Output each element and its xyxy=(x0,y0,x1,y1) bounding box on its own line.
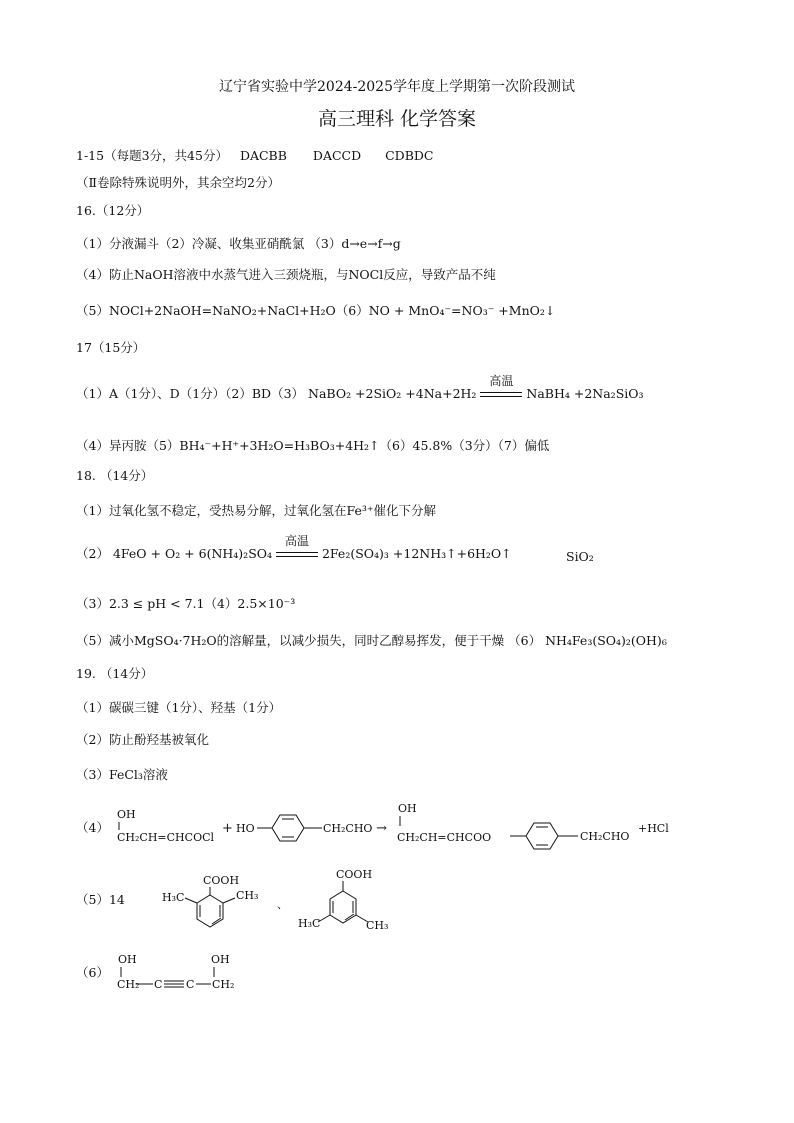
doc-subtitle: 高三理科 化学答案 xyxy=(317,108,477,130)
q18-line4-text: （5）减小MgSO₄·7H₂O的溶解量，以减少损失，同时乙醇易挥发，便于干燥 （6） xyxy=(76,633,542,648)
q18-eq-left: 4FeO + O₂ + 6(NH₄)₂SO₄ xyxy=(112,546,273,561)
isomer-1-left: H₃C xyxy=(162,891,185,904)
q16-line3: （5）NOCl+2NaOH=NaNO₂+NaCl+H₂O（6）NO + MnO₄⁻=NO₃⁻ +MnO₂↓ xyxy=(76,303,556,318)
q17-heading: 17（15分） xyxy=(76,340,146,355)
q18-line2-prefix: （2） xyxy=(76,546,109,561)
isomer-1-right: CH₃ xyxy=(236,889,259,902)
isomer-1-structure xyxy=(162,874,258,927)
q18-line3: （3）2.3 ≤ pH < 7.1（4）2.5×10⁻³ xyxy=(76,596,296,611)
q18-heading: 18. （14分） xyxy=(76,468,154,483)
q18-line1: （1）过氧化氢不稳定，受热易分解，过氧化氢在Fe³⁺催化下分解 xyxy=(76,503,436,518)
isomer-2-structure xyxy=(298,868,388,932)
mc-label: 1-15（每题3分，共45分） xyxy=(76,148,228,163)
diol-oh-1: OH xyxy=(118,953,137,966)
diol-c-1: C xyxy=(154,978,163,991)
q18-eq-condition: 高温 xyxy=(284,534,309,548)
plus-sign: + xyxy=(222,821,233,836)
q19-line1: （1）碳碳三键（1分）、羟基（1分） xyxy=(76,700,282,715)
q18-eq-right: 2Fe₂(SO₄)₃ +12NH₃↑+6H₂O↑ xyxy=(321,546,512,561)
isomer-2-left: H₃C xyxy=(298,917,321,930)
q19-line5-label: （5）14 xyxy=(76,892,125,907)
isomer-2-cooh: COOH xyxy=(336,868,373,881)
reactant-2-ho: HO xyxy=(236,822,255,835)
product-hcl: +HCl xyxy=(638,822,669,835)
diol-structure xyxy=(117,953,234,991)
q19-line3: （3）FeCl₃溶液 xyxy=(76,767,168,782)
q17-eq-condition: 高温 xyxy=(489,374,514,388)
product-structure xyxy=(397,802,669,849)
product-oh: OH xyxy=(398,802,417,815)
doc-title: 辽宁省实验中学2024-2025学年度上学期第一次阶段测试 xyxy=(219,79,575,95)
diol-ch2-2: CH₂ xyxy=(212,978,235,991)
product-chain: CH₂CH=CHCOO xyxy=(397,831,492,844)
q16-line2: （4）防止NaOH溶液中水蒸气进入三颈烧瓶，与NOCl反应，导致产品不纯 xyxy=(76,267,496,282)
q17-line1-prefix: （1）A（1分）、D（1分）（2）BD（3） xyxy=(76,386,305,401)
q19-line6-label: （6） xyxy=(76,965,109,980)
diol-oh-2: OH xyxy=(211,953,230,966)
q17-eq-right: NaBH₄ +2Na₂SiO₃ xyxy=(526,386,644,401)
isomer-1-cooh: COOH xyxy=(203,874,240,887)
reactant-1-chain: CH₂CH=CHCOCl xyxy=(117,831,215,844)
reactant-1-structure xyxy=(117,808,215,844)
reaction-arrow: → xyxy=(376,821,387,836)
q18-sio2: SiO₂ xyxy=(566,549,594,564)
mc-group-2: DACCD xyxy=(312,148,362,163)
product-tail: CH₂CHO xyxy=(580,830,630,843)
isomer-2-right: CH₃ xyxy=(366,919,389,932)
q19-line2: （2）防止酚羟基被氧化 xyxy=(76,732,209,747)
isomer-separator: 、 xyxy=(277,898,288,911)
q18-formula: NH₄Fe₃(SO₄)₂(OH)₆ xyxy=(545,633,667,648)
mc-group-1: DACBB xyxy=(239,148,287,163)
q16-line1: （1）分液漏斗（2）冷凝、收集亚硝酰氯 （3）d→e→f→g xyxy=(76,236,401,251)
diol-c-2: C xyxy=(186,978,195,991)
q17-eq-left: NaBO₂ +2SiO₂ +4Na+2H₂ xyxy=(308,386,477,401)
note: （Ⅱ卷除特殊说明外，其余空均2分） xyxy=(76,175,280,190)
reactant-1-oh: OH xyxy=(117,808,136,821)
q17-line2: （4）异丙胺（5）BH₄⁻+H⁺+3H₂O=H₃BO₃+4H₂↑（6）45.8%（3分）（7）偏低 xyxy=(76,438,550,453)
reactant-2-structure xyxy=(236,815,372,841)
q19-heading: 19. （14分） xyxy=(76,666,154,681)
reactant-2-tail: CH₂CHO xyxy=(323,822,373,835)
q16-heading: 16.（12分） xyxy=(76,203,150,218)
q19-line4-label: （4） xyxy=(76,820,109,835)
diol-ch2-1: CH₂ xyxy=(117,978,140,991)
mc-group-3: CDBDC xyxy=(385,148,434,163)
